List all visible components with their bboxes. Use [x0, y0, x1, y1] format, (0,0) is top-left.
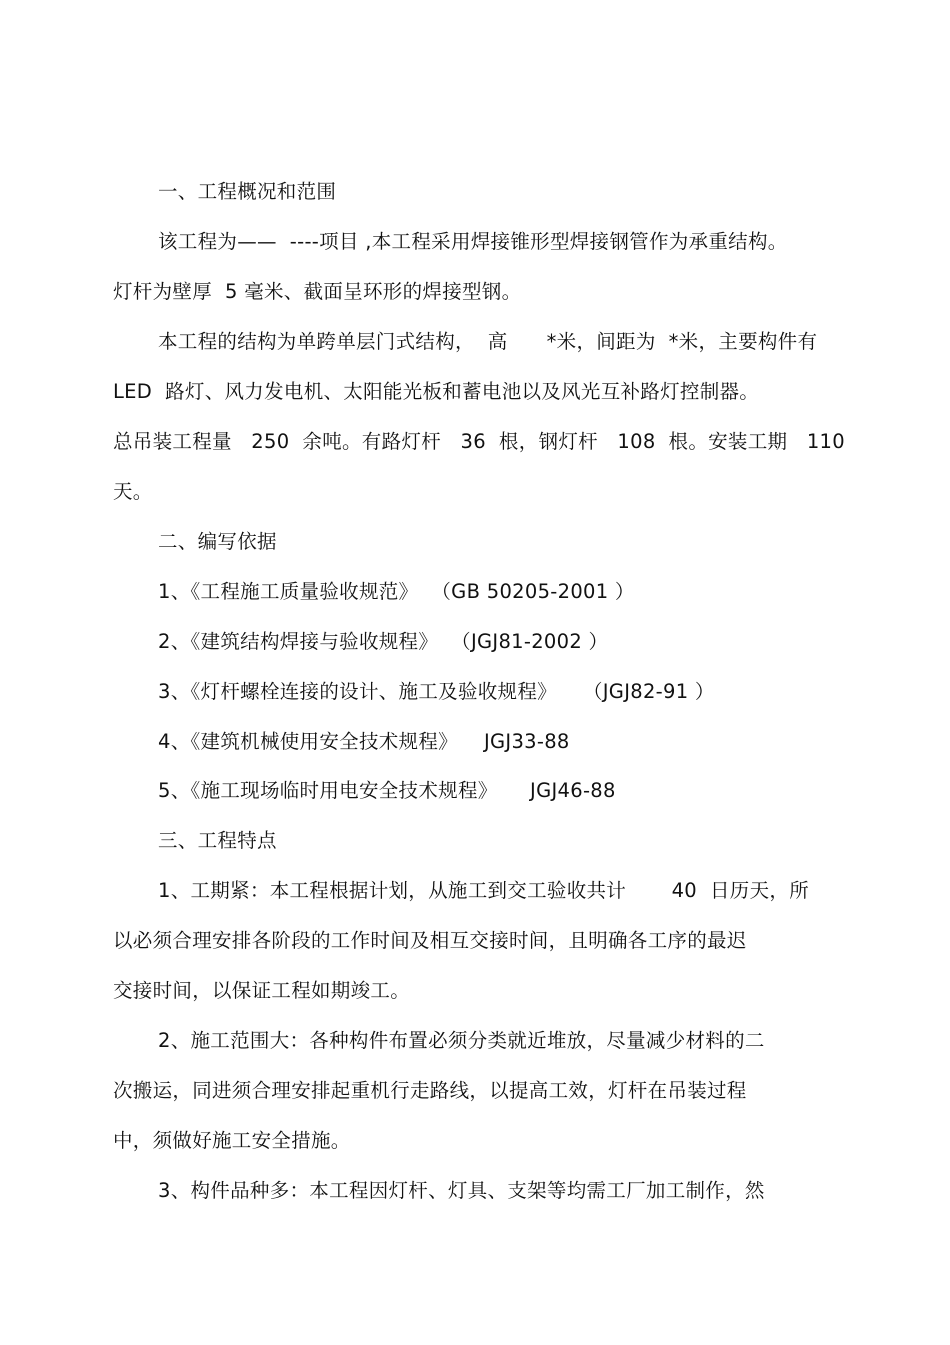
paragraph-line: 天。 — [113, 480, 153, 503]
reference-item: 1、《工程施工质量验收规范》 （GB 50205-2001 ） — [158, 580, 635, 603]
paragraph-line: LED 路灯、风力发电机、太阳能光板和蓄电池以及风光互补路灯控制器。 — [113, 380, 760, 403]
reference-item: 2、《建筑结构焊接与验收规程》 （JGJ81-2002 ） — [158, 630, 609, 653]
paragraph-line: 2、施工范围大：各种构件布置必须分类就近堆放，尽量减少材料的二 — [158, 1029, 765, 1052]
reference-item: 5、《施工现场临时用电安全技术规程》 JGJ46-88 — [158, 779, 616, 802]
paragraph-line: 以必须合理安排各阶段的工作时间及相互交接时间，且明确各工序的最迟 — [113, 929, 747, 952]
paragraph-line: 中，须做好施工安全措施。 — [113, 1129, 351, 1152]
reference-item: 4、《建筑机械使用安全技术规程》 JGJ33-88 — [158, 730, 570, 753]
paragraph-line: 次搬运，同进须合理安排起重机行走路线，以提高工效，灯杆在吊装过程 — [113, 1079, 747, 1102]
paragraph-line: 本工程的结构为单跨单层门式结构， 高 *米，间距为 *米，主要构件有 — [158, 330, 818, 353]
section-heading-3: 三、工程特点 — [158, 829, 277, 852]
section-heading-1: 一、工程概况和范围 — [158, 180, 337, 203]
paragraph-line: 灯杆为壁厚 5 毫米、截面呈环形的焊接型钢。 — [113, 280, 522, 303]
paragraph-line: 3、构件品种多：本工程因灯杆、灯具、支架等均需工厂加工制作，然 — [158, 1179, 765, 1202]
section-heading-2: 二、编写依据 — [158, 530, 277, 553]
paragraph-line: 交接时间，以保证工程如期竣工。 — [113, 979, 411, 1002]
reference-item: 3、《灯杆螺栓连接的设计、施工及验收规程》 （JGJ82-91 ） — [158, 680, 715, 703]
paragraph-line: 总吊装工程量 250 余吨。有路灯杆 36 根，钢灯杆 108 根。安装工期 110 — [113, 430, 845, 453]
paragraph-line: 该工程为—— ----项目 ,本工程采用焊接锥形型焊接钢管作为承重结构。 — [158, 230, 788, 253]
paragraph-line: 1、工期紧：本工程根据计划，从施工到交工验收共计 40 日历天，所 — [158, 879, 810, 902]
